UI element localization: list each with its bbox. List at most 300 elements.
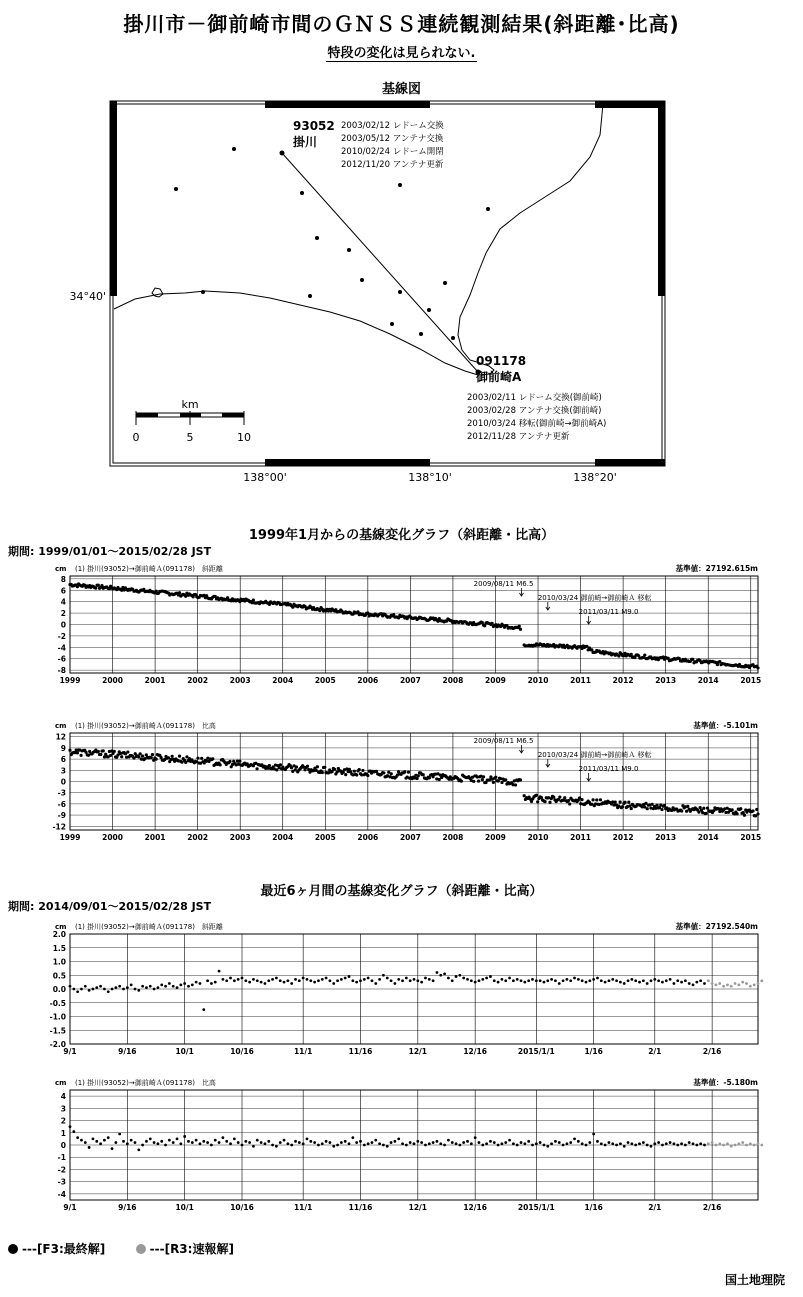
y-tick-label: 1.5 <box>52 943 66 953</box>
longterm-title: 1999年1月からの基線変化グラフ（斜距離・比高） <box>248 528 555 543</box>
data-point <box>500 781 503 784</box>
data-point <box>650 1145 653 1148</box>
y-tick-label: 2.0 <box>52 930 66 939</box>
data-point <box>298 1141 301 1144</box>
data-point <box>686 805 689 808</box>
data-point <box>196 757 199 760</box>
data-point <box>141 755 144 758</box>
data-point <box>279 763 282 766</box>
data-point <box>92 1137 95 1140</box>
data-point <box>669 978 672 981</box>
data-point <box>492 781 495 784</box>
data-point <box>88 989 91 992</box>
data-point <box>126 750 129 753</box>
data-point <box>137 755 140 758</box>
data-point <box>351 979 354 982</box>
data-point <box>317 979 320 982</box>
x-tick-label: 1999 <box>59 833 81 842</box>
data-point <box>233 979 236 982</box>
x-tick-label: 2013 <box>655 676 677 685</box>
data-point <box>275 977 278 980</box>
chart-reference: 基準値：27192.540m <box>675 922 758 931</box>
data-point <box>134 1141 137 1144</box>
data-point <box>238 760 241 763</box>
data-point <box>447 977 450 980</box>
data-point <box>76 751 79 754</box>
data-point <box>680 981 683 984</box>
data-point <box>734 982 737 985</box>
data-point <box>153 988 156 991</box>
data-point <box>470 1142 473 1145</box>
data-point <box>749 985 752 988</box>
data-point <box>401 979 404 982</box>
data-point <box>481 1144 484 1147</box>
data-point <box>405 1144 408 1147</box>
data-point <box>562 979 565 982</box>
data-point <box>195 1139 198 1142</box>
data-point <box>107 1136 110 1139</box>
data-point <box>206 1141 209 1144</box>
data-point <box>275 768 278 771</box>
data-point <box>743 814 746 817</box>
x-tick-label: 2014 <box>697 833 719 842</box>
data-point <box>630 807 633 810</box>
data-point <box>619 981 622 984</box>
data-point <box>643 653 646 656</box>
data-point <box>137 989 140 992</box>
data-point <box>451 1141 454 1144</box>
y-tick-label: 2 <box>60 609 66 619</box>
data-point <box>627 800 630 803</box>
data-point <box>195 981 198 984</box>
data-point <box>623 1145 626 1148</box>
data-point <box>543 800 546 803</box>
data-point <box>443 972 446 975</box>
data-point <box>139 752 142 755</box>
data-point <box>374 982 377 985</box>
data-point <box>760 979 763 982</box>
data-point <box>382 974 385 977</box>
data-point <box>68 749 71 752</box>
data-point <box>428 1142 431 1145</box>
data-point <box>508 1139 511 1142</box>
data-point <box>508 977 511 980</box>
data-point <box>439 1142 442 1145</box>
data-point <box>546 1145 549 1148</box>
data-point <box>676 979 679 982</box>
legend-rapid-label: ---[R3:速報解] <box>149 1242 234 1256</box>
data-point <box>623 801 626 804</box>
data-point <box>718 1142 721 1145</box>
data-point <box>145 1140 148 1143</box>
data-point <box>302 1142 305 1145</box>
chart-unit: cm <box>55 565 67 573</box>
data-point <box>336 1144 339 1147</box>
data-point <box>443 1144 446 1147</box>
data-point <box>241 977 244 980</box>
data-point <box>543 1144 546 1147</box>
data-point <box>619 1142 622 1145</box>
scale-tick-10: 10 <box>237 431 251 444</box>
data-point <box>615 1144 618 1147</box>
data-point <box>268 764 271 767</box>
x-tick-label: 2009 <box>485 833 506 842</box>
data-point <box>415 777 418 780</box>
data-point <box>638 1142 641 1145</box>
annotation-label: 2009/08/11 M6.5 <box>473 580 534 588</box>
data-point <box>707 979 710 982</box>
data-point <box>102 749 105 752</box>
x-tick-label: 2015/1/1 <box>517 1203 555 1212</box>
data-point <box>366 774 369 777</box>
data-point <box>275 1145 278 1148</box>
data-point <box>317 1144 320 1147</box>
data-point <box>252 1145 255 1148</box>
data-point <box>382 771 385 774</box>
data-point <box>306 978 309 981</box>
data-point <box>592 1133 595 1136</box>
data-point <box>634 979 637 982</box>
x-tick-label: 2010 <box>527 833 549 842</box>
data-point <box>730 985 733 988</box>
data-point <box>84 985 87 988</box>
data-point <box>592 978 595 981</box>
data-point <box>72 1130 75 1133</box>
data-point <box>252 978 255 981</box>
data-point <box>536 800 539 803</box>
data-point <box>271 978 274 981</box>
data-point <box>353 770 356 773</box>
data-point <box>210 982 213 985</box>
data-point <box>432 1141 435 1144</box>
data-point <box>595 798 598 801</box>
data-point <box>283 1139 286 1142</box>
data-point <box>100 584 103 587</box>
data-point <box>286 1142 289 1145</box>
data-point <box>279 1141 282 1144</box>
data-point <box>130 1139 133 1142</box>
data-point <box>130 983 133 986</box>
recent-distance-chart <box>0 918 803 1068</box>
data-point <box>241 1144 244 1147</box>
data-point <box>267 1140 270 1143</box>
y-tick-label: 2 <box>60 1116 66 1126</box>
data-point <box>692 983 695 986</box>
data-point <box>707 1142 710 1145</box>
x-tick-label: 2011 <box>570 676 592 685</box>
data-point <box>523 794 526 797</box>
data-point <box>171 755 174 758</box>
data-point <box>172 1141 175 1144</box>
data-point <box>359 1140 362 1143</box>
data-point <box>501 978 504 981</box>
data-point <box>634 1144 637 1147</box>
y-tick-label: 1.0 <box>52 957 66 967</box>
data-point <box>97 750 100 753</box>
data-point <box>673 982 676 985</box>
x-tick-label: 2001 <box>144 833 166 842</box>
data-point <box>79 754 82 757</box>
map-border-bottom-1 <box>265 459 430 466</box>
chart-unit: cm <box>55 1079 67 1087</box>
data-point <box>178 591 181 594</box>
data-point <box>218 970 221 973</box>
data-point <box>397 1137 400 1140</box>
data-point <box>99 1142 102 1145</box>
data-point <box>294 978 297 981</box>
y-tick-label: 0 <box>60 1141 66 1150</box>
data-point <box>252 598 255 601</box>
x-tick-label: 2003 <box>229 833 251 842</box>
data-point <box>462 1141 465 1144</box>
data-point <box>734 1144 737 1147</box>
data-point <box>669 1141 672 1144</box>
y-tick-label: 0.5 <box>52 971 66 981</box>
x-tick-label: 11/1 <box>293 1047 313 1056</box>
data-point <box>493 1141 496 1144</box>
data-point <box>684 1144 687 1147</box>
data-point <box>420 981 423 984</box>
data-point <box>255 767 258 770</box>
data-point <box>614 800 617 803</box>
y-tick-label: 8 <box>60 574 66 584</box>
data-point <box>535 1142 538 1145</box>
data-point <box>256 1139 259 1142</box>
chart-header: (1) 掛川(93052)→御前崎Ａ(091178) 比高 <box>75 722 216 730</box>
data-point <box>313 1141 316 1144</box>
x-tick-label: 1/16 <box>584 1203 603 1212</box>
data-point <box>164 1144 167 1147</box>
x-tick-label: 9/1 <box>63 1203 77 1212</box>
data-point <box>199 1142 202 1145</box>
data-point <box>474 1136 477 1139</box>
data-point <box>183 1135 186 1138</box>
x-tick-label: 12/16 <box>463 1203 487 1212</box>
scale-tick-0: 0 <box>132 431 140 444</box>
data-point <box>191 1141 194 1144</box>
data-point <box>329 979 332 982</box>
x-tick-label: 9/1 <box>63 1047 77 1056</box>
data-point <box>485 1142 488 1145</box>
data-point <box>718 982 721 985</box>
data-point <box>332 1145 335 1148</box>
data-point <box>482 775 485 778</box>
annotation-label: 2010/03/24 御前崎→御前崎Ａ 移転 <box>537 594 652 602</box>
data-point <box>348 975 351 978</box>
data-point <box>630 1142 633 1145</box>
y-tick-label: 6 <box>60 586 66 596</box>
data-point <box>460 780 463 783</box>
data-point <box>407 771 410 774</box>
data-point <box>114 986 117 989</box>
y-tick-label: -6 <box>57 799 66 809</box>
data-point <box>646 807 649 810</box>
data-point <box>702 807 705 810</box>
data-point <box>80 988 83 991</box>
data-point <box>248 981 251 984</box>
data-point <box>122 988 125 991</box>
data-point <box>749 1142 752 1145</box>
data-point <box>447 1139 450 1142</box>
data-point <box>504 979 507 982</box>
data-point <box>210 1144 213 1147</box>
data-point <box>543 981 546 984</box>
data-point <box>596 1140 599 1143</box>
credit: 国土地理院 <box>724 1273 785 1287</box>
data-point <box>225 979 228 982</box>
data-point <box>221 978 224 981</box>
data-point <box>455 1142 458 1145</box>
annotation-label: 2011/03/11 M9.0 <box>578 765 639 773</box>
data-point <box>149 985 152 988</box>
station-a-history-4: 2012/11/20 アンテナ更新 <box>341 160 444 170</box>
data-point <box>711 1141 714 1144</box>
data-point <box>535 794 538 797</box>
data-point <box>493 979 496 982</box>
data-point <box>489 1140 492 1143</box>
x-tick-label: 2006 <box>357 676 379 685</box>
recent-period: 期間: 2014/09/01～2015/02/28 JST <box>8 900 212 913</box>
data-point <box>283 981 286 984</box>
data-point <box>256 979 259 982</box>
data-point <box>172 985 175 988</box>
data-point <box>657 979 660 982</box>
y-tick-label: 3 <box>60 1104 66 1114</box>
data-point <box>466 978 469 981</box>
y-tick-label: -1.5 <box>49 1026 66 1036</box>
y-tick-label: 4 <box>60 1092 66 1102</box>
recent-title: 最近6ヶ月間の基線変化グラフ（斜距離・比高） <box>260 884 543 899</box>
y-tick-label: 0.0 <box>52 985 66 994</box>
data-point <box>688 1141 691 1144</box>
data-point <box>726 983 729 986</box>
data-point <box>206 979 209 982</box>
data-point <box>646 982 649 985</box>
data-point <box>409 979 412 982</box>
data-point <box>745 982 748 985</box>
data-point <box>751 809 754 812</box>
data-point <box>573 1137 576 1140</box>
y-tick-label: 0 <box>60 620 66 630</box>
data-point <box>363 978 366 981</box>
data-point <box>309 1140 312 1143</box>
data-point <box>228 760 231 763</box>
data-point <box>160 983 163 986</box>
data-point <box>371 979 374 982</box>
data-point <box>661 981 664 984</box>
y-tick-label: 9 <box>60 743 66 753</box>
data-point <box>302 977 305 980</box>
data-point <box>615 979 618 982</box>
data-point <box>141 1144 144 1147</box>
x-tick-label: 11/1 <box>293 1203 313 1212</box>
data-point <box>168 982 171 985</box>
y-tick-label: 0 <box>60 777 66 787</box>
x-tick-label: 2006 <box>357 833 379 842</box>
data-point <box>478 979 481 982</box>
data-point <box>157 986 160 989</box>
x-tick-label: 10/16 <box>230 1047 254 1056</box>
data-point <box>588 1141 591 1144</box>
data-point <box>155 758 158 761</box>
data-point <box>630 978 633 981</box>
data-point <box>69 1125 72 1128</box>
data-point <box>126 1142 129 1145</box>
data-point <box>692 1142 695 1145</box>
data-point <box>111 988 114 991</box>
data-point <box>109 754 112 757</box>
subtitle <box>0 42 803 61</box>
data-point <box>665 1142 668 1145</box>
x-tick-label: 2008 <box>442 676 464 685</box>
data-point <box>673 1142 676 1145</box>
data-point <box>199 982 202 985</box>
data-point <box>179 1142 182 1145</box>
data-point <box>481 978 484 981</box>
data-point <box>722 985 725 988</box>
y-tick-label: 6 <box>60 755 66 765</box>
y-tick-label: -6 <box>57 654 66 664</box>
data-point <box>344 773 347 776</box>
data-point <box>470 979 473 982</box>
data-point <box>531 978 534 981</box>
data-point <box>290 1144 293 1147</box>
data-point <box>483 624 486 627</box>
chart-reference: 基準値：-5.180m <box>693 1078 758 1087</box>
data-point <box>539 1141 542 1144</box>
y-tick-label: -8 <box>57 666 66 676</box>
x-tick-label: 2008 <box>442 833 464 842</box>
data-point <box>504 778 507 781</box>
data-point <box>420 1141 423 1144</box>
x-tick-label: 10/1 <box>175 1047 194 1056</box>
data-point <box>153 1141 156 1144</box>
data-point <box>69 985 72 988</box>
data-point <box>397 978 400 981</box>
map-border-top-1 <box>265 101 430 108</box>
data-point <box>535 979 538 982</box>
data-point <box>325 977 328 980</box>
data-point <box>358 768 361 771</box>
data-point <box>691 658 694 661</box>
data-point <box>401 1142 404 1145</box>
data-point <box>491 622 494 625</box>
annotation-label: 2011/03/11 M9.0 <box>578 608 639 616</box>
station-a-history-2: 2003/05/12 アンテナ交換 <box>341 134 444 144</box>
data-point <box>661 1144 664 1147</box>
data-point <box>591 798 594 801</box>
map-title: 基線図 <box>381 82 421 97</box>
data-point <box>363 1144 366 1147</box>
data-point <box>367 1142 370 1145</box>
data-point <box>653 1142 656 1145</box>
data-point <box>103 988 106 991</box>
data-point <box>558 982 561 985</box>
data-point <box>599 798 602 801</box>
data-point <box>585 981 588 984</box>
longterm-height-chart <box>0 717 803 854</box>
annotation-label: 2010/03/24 御前崎→御前崎Ａ 移転 <box>537 751 652 759</box>
data-point <box>588 979 591 982</box>
data-point <box>111 1147 114 1150</box>
x-tick-label: 2000 <box>102 676 123 685</box>
data-point <box>695 981 698 984</box>
longitude-label-2: 138°10' <box>408 471 452 484</box>
x-tick-label: 2012 <box>612 676 634 685</box>
data-point <box>329 1141 332 1144</box>
data-point <box>336 979 339 982</box>
scale-tick-5: 5 <box>186 431 194 444</box>
